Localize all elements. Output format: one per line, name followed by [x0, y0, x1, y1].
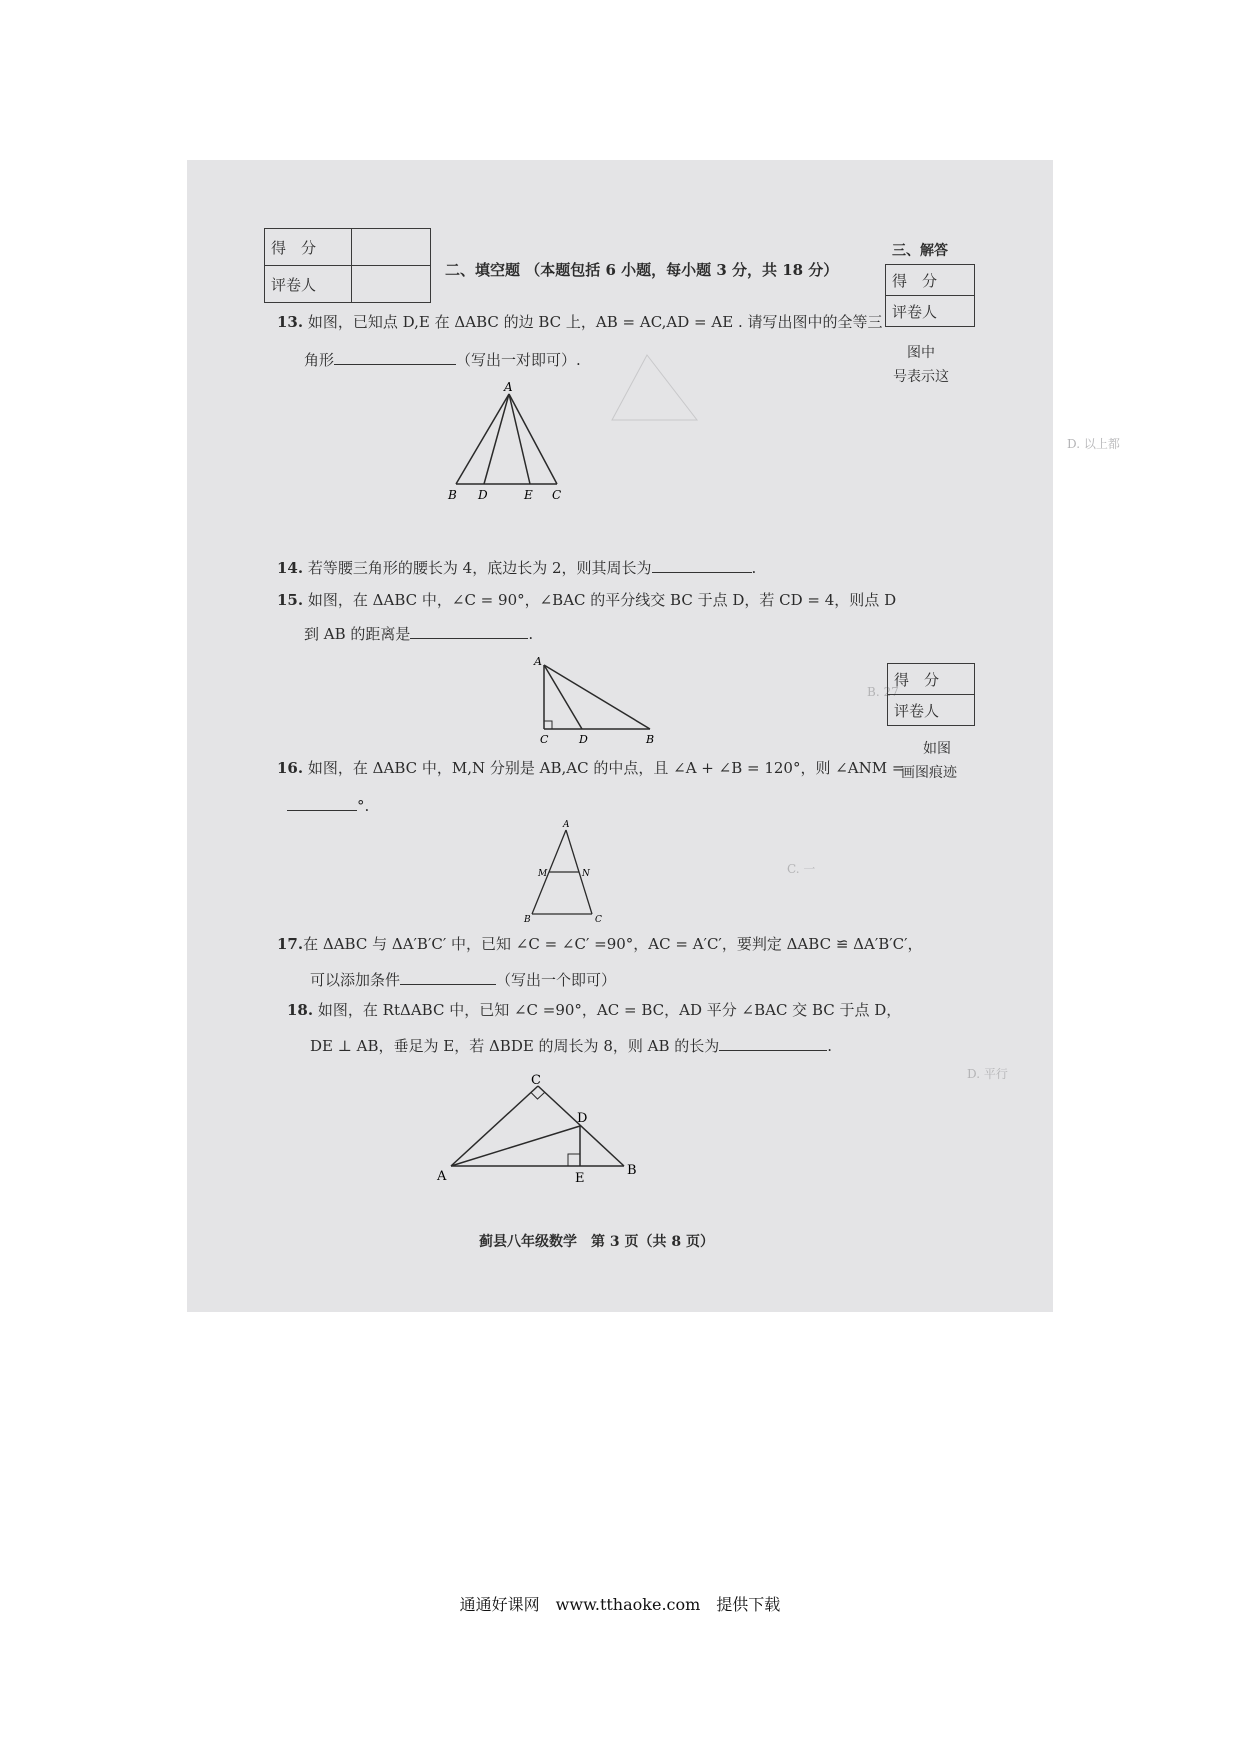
scanned-exam-page [187, 160, 1120, 1312]
page-footer: 蓟县八年级数学 第 3 页（共 8 页） [479, 1234, 714, 1250]
score-cell[interactable] [352, 229, 431, 266]
q16-answer-blank[interactable] [287, 794, 357, 811]
grader-label: 评卷人 [886, 296, 975, 327]
score-label: 得 分 [888, 664, 975, 695]
score-label: 得 分 [886, 265, 975, 296]
q17-number: 17. [277, 935, 304, 953]
q16-number: 16. [277, 759, 304, 777]
right-edge-score-box [885, 264, 975, 327]
grader-cell[interactable] [352, 266, 431, 303]
q18-line1 [287, 1000, 901, 1020]
q15-figure-right-triangle [532, 655, 672, 747]
grader-label: 评卷人 [265, 266, 352, 303]
label-D: D [579, 733, 588, 746]
bleed-through-triangle [607, 345, 717, 435]
q15-line2 [304, 622, 533, 644]
label-A: A [504, 380, 513, 394]
label-C: C [552, 488, 562, 502]
q18-text: 如图，在 RtΔABC 中，已知 ∠C =90°，AC = BC，AD 平分 ∠BAC 交 BC 于点 D， [317, 1001, 902, 1019]
bleed-text: B. 27 [867, 685, 899, 699]
label-B: B [524, 915, 531, 925]
label-A: A [437, 1169, 447, 1184]
q18-number: 18. [287, 1001, 314, 1019]
q18-answer-blank[interactable] [719, 1034, 827, 1051]
q17-answer-blank[interactable] [400, 968, 496, 985]
q13-line1 [277, 312, 883, 332]
q14-line [277, 556, 756, 578]
q14-text: 若等腰三角形的腰长为 4，底边长为 2，则其周长为 [307, 559, 652, 577]
right-edge-text: 画图痕迹 [901, 765, 957, 781]
right-edge-text: 号表示这 [893, 369, 949, 385]
label-E: E [524, 488, 533, 502]
q18-end: . [827, 1037, 833, 1055]
q15-number: 15. [277, 591, 304, 609]
label-B: B [627, 1163, 637, 1178]
label-C: C [595, 915, 602, 925]
label-D: D [577, 1111, 588, 1126]
label-A: A [534, 655, 542, 668]
q13-number: 13. [277, 313, 304, 331]
q14-number: 14. [277, 559, 304, 577]
label-B: B [448, 488, 457, 502]
label-C: C [531, 1073, 541, 1088]
q13-answer-blank[interactable] [334, 348, 456, 365]
q13-hint: （写出一对即可）. [456, 351, 581, 369]
right-edge-text: 图中 [907, 345, 935, 361]
q13-figure-triangle [442, 380, 582, 502]
section-heading: 二、填空题 （本题包括 6 小题，每小题 3 分，共 18 分） [445, 261, 839, 279]
q15-answer-blank[interactable] [410, 622, 528, 639]
q16-end: °. [357, 797, 370, 815]
label-A: A [563, 820, 570, 830]
right-edge-text: 如图 [923, 741, 951, 757]
q13-text2: 角形 [304, 351, 335, 369]
q17-hint: （写出一个即可） [496, 971, 617, 989]
q13-text: 如图，已知点 D,E 在 ΔABC 的边 BC 上，AB = AC,AD = AE . 请写出图中的全等三 [307, 313, 883, 331]
q15-text2: 到 AB 的距离是 [304, 625, 411, 643]
q18-line2 [310, 1034, 832, 1056]
site-footer: 通通好课网 www.tthaoke.com 提供下载 [459, 1595, 781, 1614]
label-N: N [582, 869, 590, 879]
q17-text2: 可以添加条件 [310, 971, 401, 989]
q18-text2: DE ⊥ AB，垂足为 E，若 ΔBDE 的周长为 8，则 AB 的长为 [310, 1037, 720, 1055]
q16-text: 如图，在 ΔABC 中，M,N 分别是 AB,AC 的中点，且 ∠A + ∠B = 120°，则 ∠ANM = [307, 759, 905, 777]
q15-line1 [277, 590, 896, 610]
q17-line2 [310, 968, 616, 990]
label-M: M [538, 869, 548, 879]
bleed-text: C. 一 [787, 862, 816, 876]
q16-line2 [287, 794, 369, 816]
q15-text: 如图，在 ΔABC 中，∠C = 90°，∠BAC 的平分线交 BC 于点 D，若 CD = 4，则点 D [307, 591, 897, 609]
score-box [264, 228, 431, 303]
label-E: E [575, 1171, 585, 1186]
q13-line2 [304, 348, 581, 370]
q18-figure-isosceles-right-triangle [435, 1070, 655, 1190]
grader-label: 评卷人 [888, 695, 975, 726]
label-C: C [540, 733, 549, 746]
right-edge-heading: 三、解答 [892, 243, 948, 259]
label-B: B [646, 733, 655, 746]
label-D: D [478, 488, 488, 502]
q16-line1 [277, 758, 904, 778]
q17-text: 在 ΔABC 与 ΔA′B′C′ 中，已知 ∠C = ∠C′ =90°，AC = A′C′，要判定 ΔABC ≌ ΔA′B′C′， [303, 935, 923, 953]
bleed-text: D. 平行 [967, 1067, 1008, 1081]
q15-end: . [528, 625, 534, 643]
q16-figure-triangle-midline [512, 818, 622, 928]
bleed-text: D. 以上都 [1067, 437, 1120, 451]
right-edge-score-box-2 [887, 663, 975, 726]
score-label: 得 分 [265, 229, 352, 266]
q14-answer-blank[interactable] [652, 556, 752, 573]
q14-end: . [751, 559, 757, 577]
q17-line1 [277, 934, 923, 954]
